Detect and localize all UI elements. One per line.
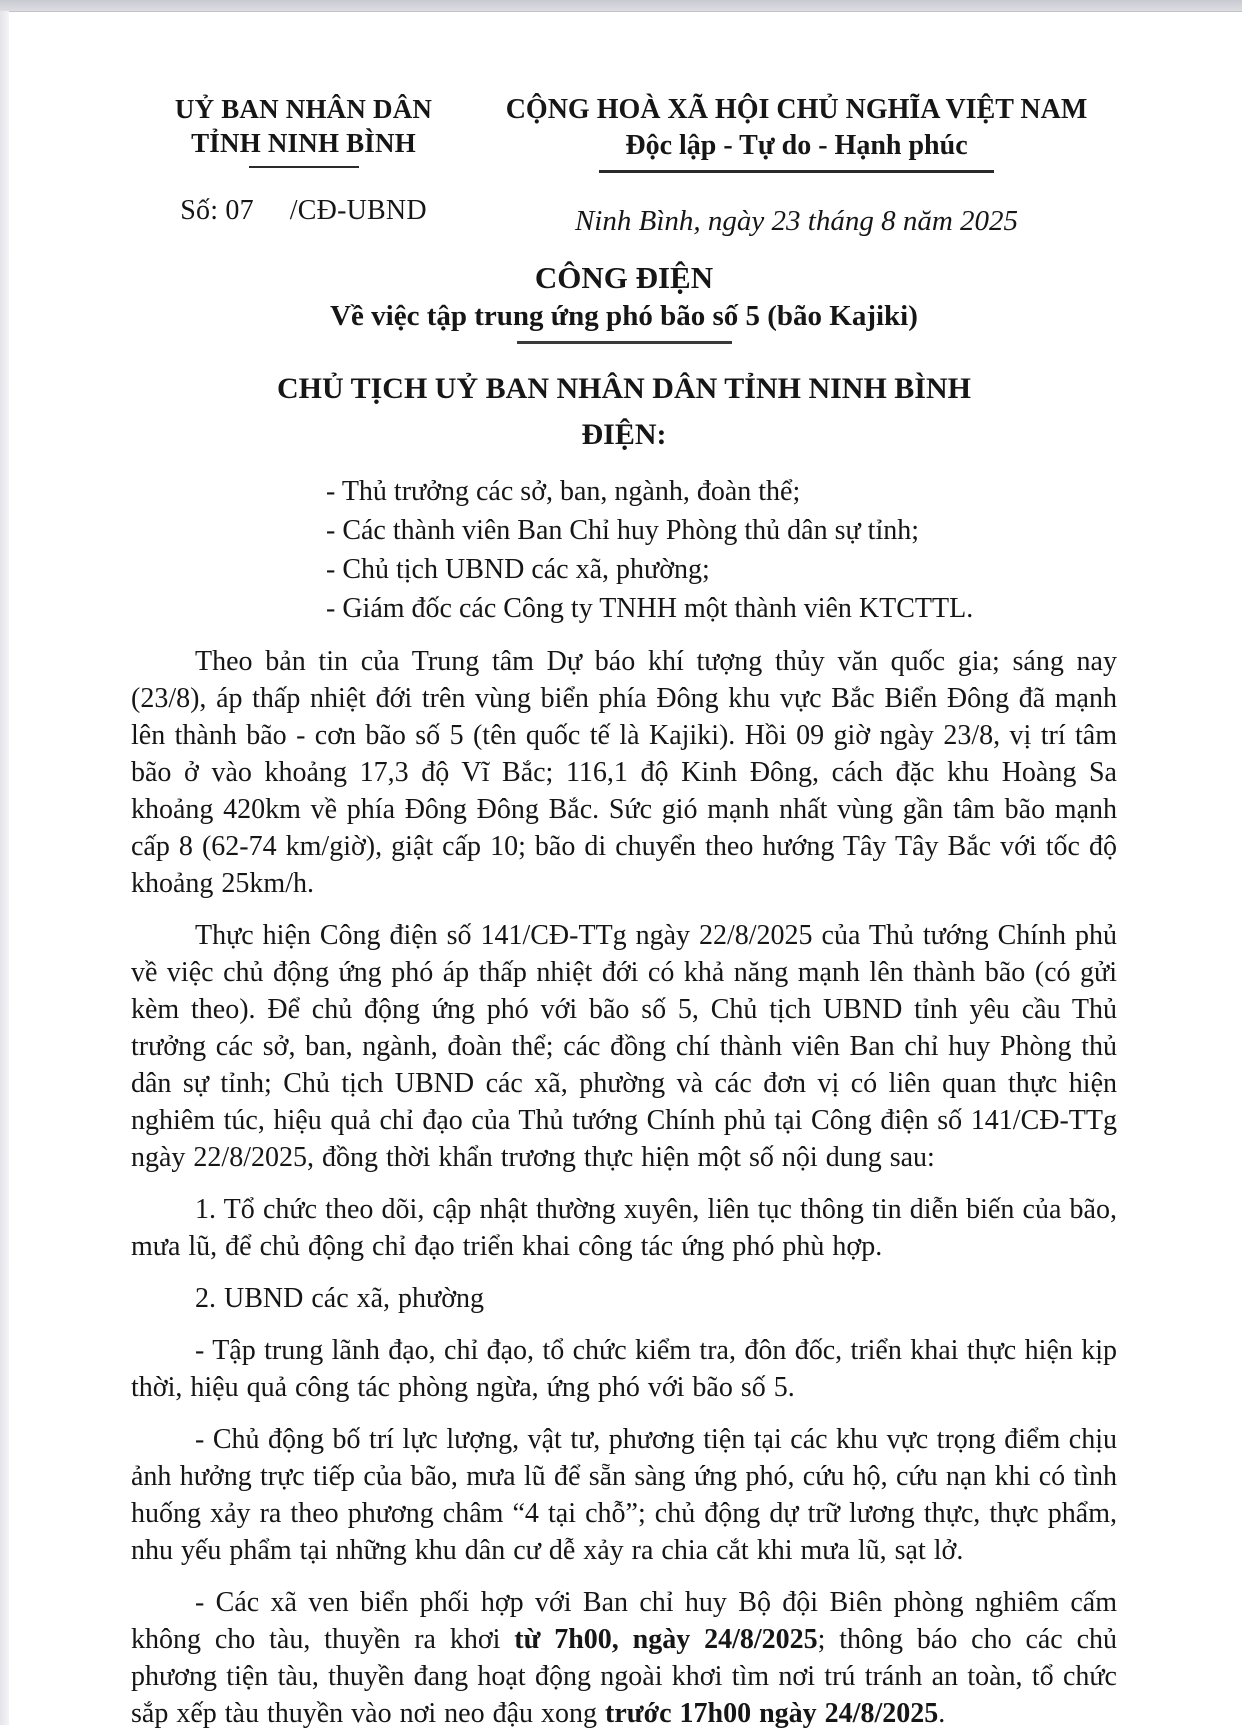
recipient-line: - Chủ tịch UBND các xã, phường;: [326, 554, 710, 585]
document-page: [9, 12, 1242, 1729]
place-date-line: Ninh Bình, ngày 23 tháng 8 năm 2025: [574, 205, 1019, 237]
body-paragraph: [131, 1332, 1117, 1406]
national-motto: Độc lập - Tự do - Hạnh phúc: [625, 130, 968, 161]
bold-text-run: từ 7h00, ngày 24/8/2025: [514, 1624, 818, 1655]
motto-underline: [599, 170, 994, 173]
text-run: 1. Tổ chức theo dõi, cập nhật thường xuyên, liên tục thông tin diễn biến của bão, mưa lũ, để chủ động chỉ đạo triển khai công tác ứng phó phù hợp.: [131, 1194, 1117, 1262]
viewer-left-edge: [0, 11, 9, 1725]
text-run: .: [938, 1698, 946, 1729]
document-body: [131, 643, 1117, 1732]
text-run: - Các xã ven biển phối hợp với Ban chỉ huy Bộ đội Biên phòng nghiêm cấm không cho tàu, thuyền ra khơi: [131, 1587, 1117, 1655]
subject-underline: [517, 341, 732, 344]
body-paragraph: [131, 1191, 1117, 1265]
body-paragraph: [131, 1584, 1117, 1732]
text-run: - Chủ động bố trí lực lượng, vật tư, phương tiện tại các khu vực trọng điểm chịu ảnh hưởng trực tiếp của bão, mưa lũ để sẵn sàng ứng phó, cứu hộ, cứu nạn khi có tình huống xảy ra theo phương châm “4 tại chỗ”; chủ động dự trữ lương thực, thực phẩm, nhu yếu phẩm tại những khu dân cư dễ xảy ra chia cắt khi mưa lũ, sạt lở.: [131, 1424, 1117, 1566]
document-header: [131, 92, 1117, 239]
agency-underline: [249, 166, 359, 168]
recipients-list: [326, 472, 1117, 628]
agency-name-line1: UỶ BAN NHÂN DÂN: [174, 94, 433, 124]
body-paragraph: [131, 1421, 1117, 1569]
viewer-top-edge: [0, 0, 1242, 12]
recipient-line: - Giám đốc các Công ty TNHH một thành viên KTCTTL.: [326, 593, 974, 624]
document-subject: Về việc tập trung ứng phó bão số 5 (bão Kajiki): [330, 300, 918, 332]
bold-text-run: trước 17h00 ngày 24/8/2025: [605, 1698, 939, 1729]
recipient-line: - Thủ trưởng các sở, ban, ngành, đoàn thể;: [326, 476, 801, 507]
issuer-line: CHỦ TỊCH UỶ BAN NHÂN DÂN TỈNH NINH BÌNH: [277, 372, 971, 405]
text-run: Thực hiện Công điện số 141/CĐ-TTg ngày 22/8/2025 của Thủ tướng Chính phủ về việc chủ động ứng phó áp thấp nhiệt đới có khả năng mạnh lên thành bão (có gửi kèm theo). Để chủ động ứng phó với bão số 5, Chủ tịch UBND tỉnh yêu cầu Thủ trưởng các sở, ban, ngành, đoàn thể; các đồng chí thành viên Ban chỉ huy Phòng thủ dân sự tỉnh; Chủ tịch UBND các xã, phường và các đơn vị có liên quan thực hiện nghiêm túc, hiệu quả chỉ đạo của Thủ tướng Chính phủ tại Công điện số 141/CĐ-TTg ngày 22/8/2025, đồng thời khẩn trương thực hiện một số nội dung sau:: [131, 920, 1117, 1173]
body-paragraph: [131, 917, 1117, 1176]
document-title: CÔNG ĐIỆN: [534, 260, 714, 295]
issuer-dien-label: ĐIỆN:: [581, 418, 667, 451]
national-title: CỘNG HOÀ XÃ HỘI CHỦ NGHĨA VIỆT NAM: [505, 94, 1088, 125]
document-number: [131, 194, 476, 228]
title-block: [131, 259, 1117, 344]
document-number-label: Số: 07: [180, 195, 254, 226]
body-paragraph: [131, 1280, 1117, 1317]
text-run: ; thông báo cho các chủ phương tiện tàu, thuyền đang hoạt động ngoài khơi tìm nơi trú tránh an toàn, tổ chức sắp xếp tàu thuyền vào nơi neo đậu xong: [131, 1624, 1117, 1729]
text-run: - Tập trung lãnh đạo, chỉ đạo, tổ chức kiểm tra, đôn đốc, triển khai thực hiện kịp thời, hiệu quả công tác phòng ngừa, ứng phó với bão số 5.: [131, 1335, 1117, 1403]
agency-name-line2: TỈNH NINH BÌNH: [191, 128, 416, 158]
text-run: 2. UBND các xã, phường: [195, 1283, 485, 1314]
document-number-suffix: /CĐ-UBND: [289, 195, 427, 226]
recipient-line: - Các thành viên Ban Chỉ huy Phòng thủ dân sự tỉnh;: [326, 515, 920, 546]
national-motto-block: [476, 92, 1117, 239]
text-run: Theo bản tin của Trung tâm Dự báo khí tượng thủy văn quốc gia; sáng nay (23/8), áp thấp nhiệt đới trên vùng biển phía Đông khu vực Bắc Biển Đông đã mạnh lên thành bão - cơn bão số 5 (tên quốc tế là Kajiki). Hồi 09 giờ ngày 23/8, vị trí tâm bão ở vào khoảng 17,3 độ Vĩ Bắc; 116,1 độ Kinh Đông, cách đặc khu Hoàng Sa khoảng 420km về phía Đông Đông Bắc. Sức gió mạnh nhất vùng gần tâm bão mạnh cấp 8 (62-74 km/giờ), giật cấp 10; bão di chuyển theo hướng Tây Tây Bắc với tốc độ khoảng 25km/h.: [131, 646, 1117, 899]
issuing-agency-block: [131, 92, 476, 239]
body-paragraph: [131, 643, 1117, 902]
